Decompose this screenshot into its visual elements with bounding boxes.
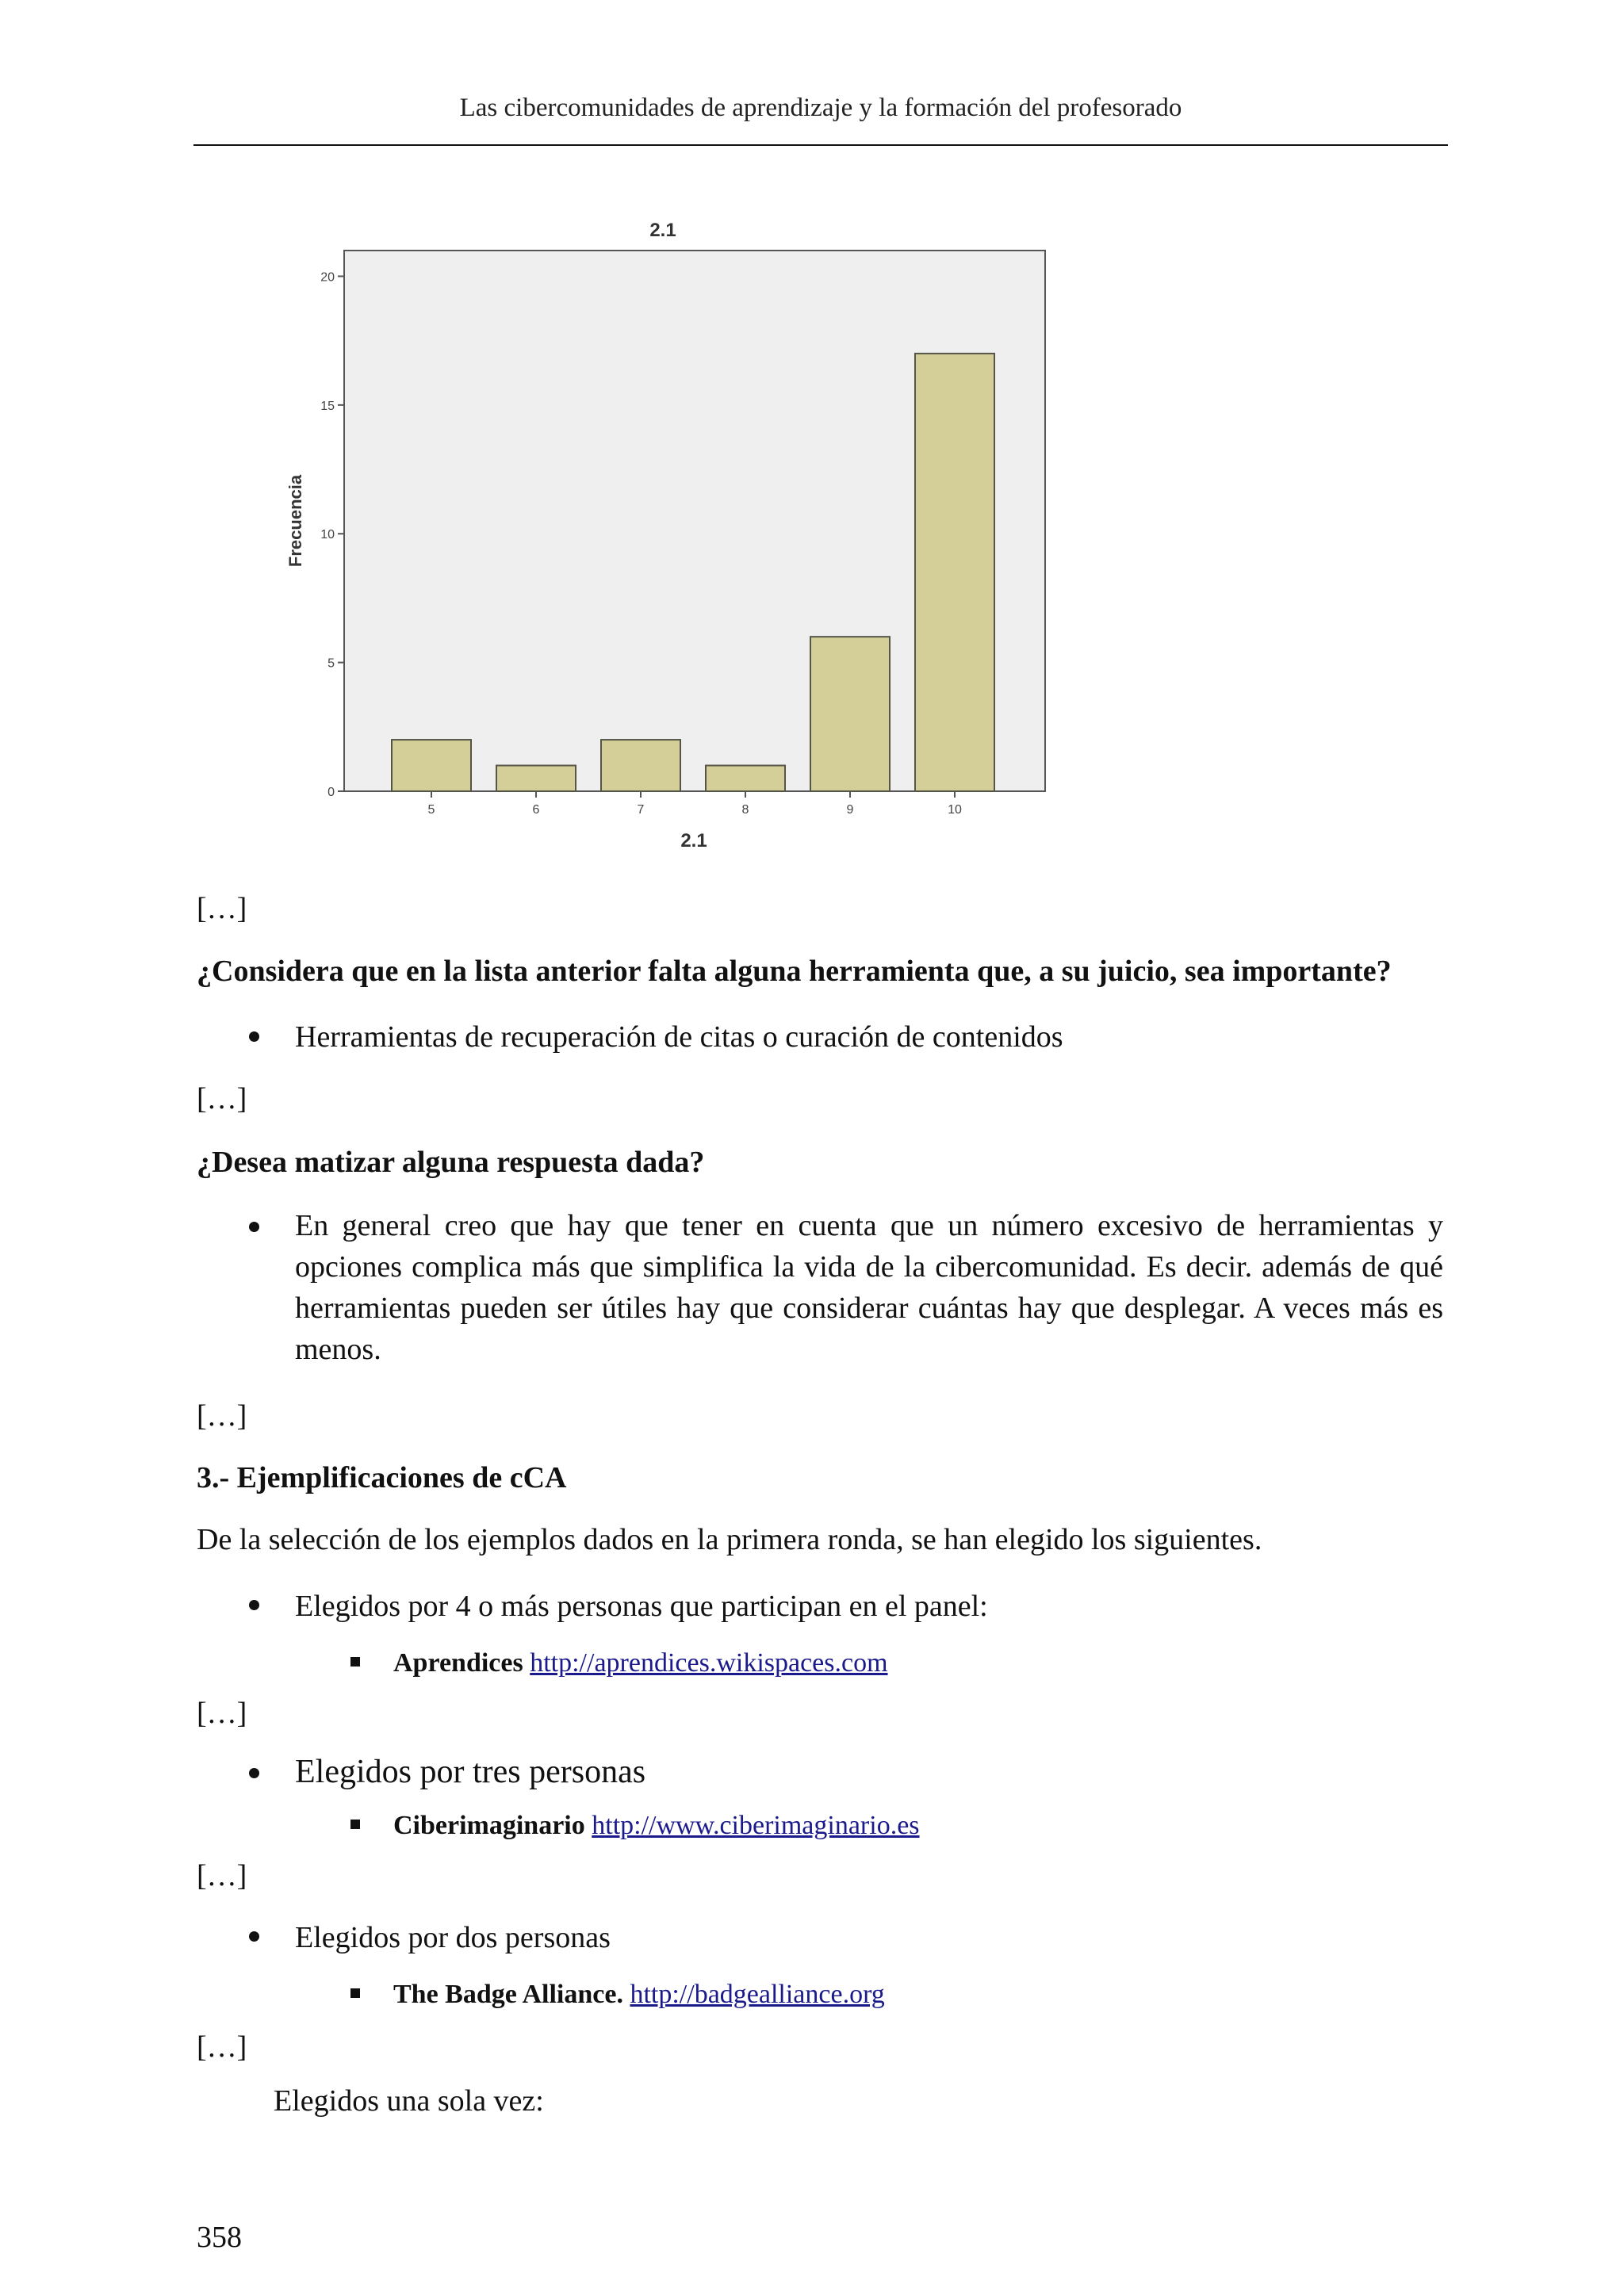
group-3-item-name: The Badge Alliance. [393, 1980, 623, 2009]
x-tick-label: 8 [741, 803, 749, 817]
header-rule [193, 144, 1448, 146]
group-1-item-link[interactable]: http://aprendices.wikispaces.com [530, 1648, 888, 1678]
bullet-dot [249, 1600, 259, 1610]
square-bullet [350, 1988, 360, 1998]
y-tick-label: 0 [327, 786, 335, 799]
group-2-item-link[interactable]: http://www.ciberimaginario.es [592, 1811, 920, 1840]
group-3-label: Elegidos por dos personas [295, 1921, 611, 1954]
bullet-dot [249, 1222, 259, 1232]
y-axis [320, 270, 344, 799]
x-tick-label: 5 [427, 803, 435, 817]
bullet-dot [249, 1031, 259, 1042]
frequency-bar-chart [278, 212, 1055, 863]
running-header: Las cibercomunidades de aprendizaje y la formación del profesorado [459, 94, 1182, 122]
question-2-answer: En general creo que hay que tener en cuenta que un número excesivo de herramientas y opciones complica más que simplifica la vida de la cibercomunidad. Es decir. además de qué herramientas pueden ser útiles hay que considerar cuántas hay que desplegar. A veces más es menos. [295, 1209, 1443, 1366]
ellipsis-5: […] [197, 1859, 247, 1892]
x-tick-label: 7 [637, 803, 645, 817]
ellipsis-4: […] [197, 1697, 247, 1730]
section-title: 3.- Ejemplificaciones de cCA [197, 1461, 567, 1494]
bullet-dot [249, 1768, 259, 1778]
x-axis-label: 2.1 [680, 830, 707, 851]
bar [810, 637, 890, 791]
chart-svg [278, 212, 1055, 863]
x-tick-label: 10 [948, 803, 962, 817]
group-4-label: Elegidos una sola vez: [274, 2084, 544, 2118]
bar [915, 354, 994, 791]
section-intro: De la selección de los ejemplos dados en la primera ronda, se han elegido los siguientes. [197, 1523, 1262, 1556]
page-number: 358 [197, 2221, 242, 2254]
x-tick-label: 9 [846, 803, 854, 817]
group-1-item-name: Aprendices [393, 1648, 523, 1678]
y-tick-label: 10 [320, 528, 335, 542]
group-3-item-link[interactable]: http://badgealliance.org [630, 1980, 885, 2009]
y-axis-label: Frecuencia [285, 474, 305, 568]
y-tick-label: 5 [327, 656, 335, 671]
bar [601, 740, 680, 791]
group-2-label: Elegidos por tres personas [295, 1754, 646, 1790]
x-tick-label: 6 [532, 803, 540, 817]
bar [706, 766, 785, 791]
x-axis [428, 791, 962, 817]
question-1: ¿Considera que en la lista anterior falta alguna herramienta que, a su juicio, sea importante? [197, 955, 1392, 988]
ellipsis-3: […] [197, 1399, 247, 1433]
group-1-label: Elegidos por 4 o más personas que participan en el panel: [295, 1590, 988, 1623]
question-1-answer: Herramientas de recuperación de citas o curación de contenidos [295, 1020, 1063, 1054]
bar [392, 740, 471, 791]
ellipsis-1: […] [197, 892, 247, 925]
bullet-dot [249, 1931, 259, 1942]
square-bullet [350, 1820, 360, 1829]
square-bullet [350, 1657, 360, 1667]
y-tick-label: 20 [320, 270, 335, 285]
bar [496, 766, 576, 791]
y-tick-label: 15 [320, 399, 335, 413]
ellipsis-6: […] [197, 2030, 247, 2064]
group-2-item [393, 1805, 920, 1846]
group-1-item [393, 1643, 888, 1684]
group-3-item [393, 1974, 885, 2015]
ellipsis-2: […] [197, 1082, 247, 1115]
question-2: ¿Desea matizar alguna respuesta dada? [197, 1146, 705, 1179]
chart-title: 2.1 [649, 220, 676, 241]
group-2-item-name: Ciberimaginario [393, 1811, 585, 1840]
